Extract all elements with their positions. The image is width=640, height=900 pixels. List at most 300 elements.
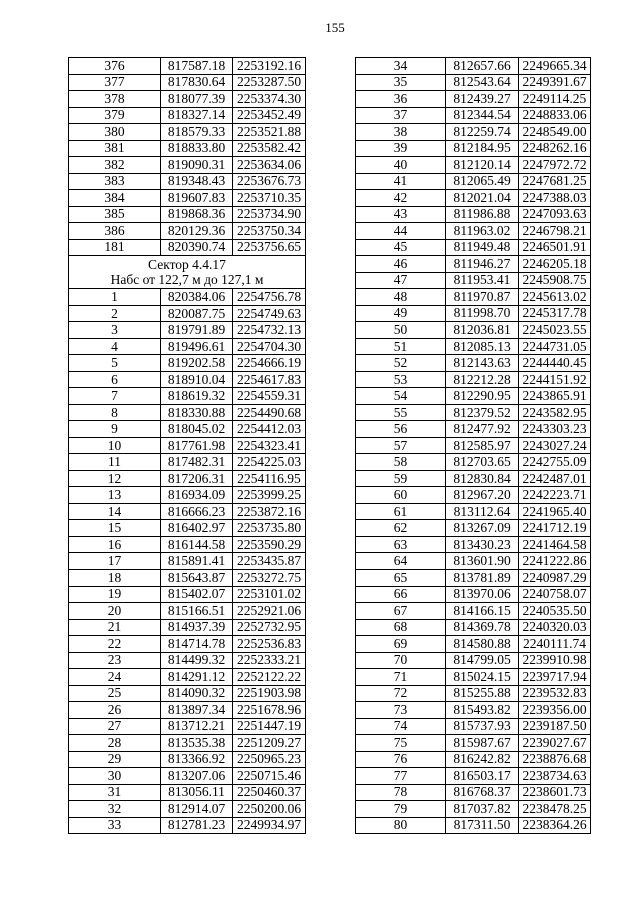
table-row (356, 421, 591, 438)
y-coordinate: 2253634.06 (233, 157, 306, 174)
table-row (69, 801, 306, 818)
section-subtitle: Набс от 122,7 м до 127,1 м (110, 272, 264, 288)
y-coordinate: 2238876.68 (519, 751, 591, 768)
x-coordinate: 812585.97 (446, 437, 519, 454)
table-row (356, 355, 591, 372)
x-coordinate: 819496.61 (161, 338, 233, 355)
x-coordinate: 812543.64 (446, 74, 519, 91)
point-number: 77 (356, 768, 446, 785)
table-row (356, 91, 591, 108)
point-number: 72 (356, 685, 446, 702)
y-coordinate: 2239187.50 (519, 718, 591, 735)
table-row (69, 669, 306, 686)
x-coordinate: 811949.48 (446, 239, 519, 256)
point-number: 12 (69, 470, 161, 487)
y-coordinate: 2253734.90 (233, 206, 306, 223)
x-coordinate: 812703.65 (446, 454, 519, 471)
x-coordinate: 815987.67 (446, 735, 519, 752)
x-coordinate: 815255.88 (446, 685, 519, 702)
x-coordinate: 820087.75 (161, 305, 233, 322)
x-coordinate: 812212.28 (446, 371, 519, 388)
y-coordinate: 2253272.75 (233, 570, 306, 587)
table-row (356, 289, 591, 306)
point-number: 9 (69, 421, 161, 438)
y-coordinate: 2254749.63 (233, 305, 306, 322)
point-number: 5 (69, 355, 161, 372)
x-coordinate: 813535.38 (161, 735, 233, 752)
y-coordinate: 2241222.86 (519, 553, 591, 570)
point-number: 377 (69, 74, 161, 91)
point-number: 37 (356, 107, 446, 124)
table-row (356, 190, 591, 207)
x-coordinate: 815402.07 (161, 586, 233, 603)
table-row (356, 636, 591, 653)
x-coordinate: 817482.31 (161, 454, 233, 471)
x-coordinate: 816144.58 (161, 536, 233, 553)
x-coordinate: 814499.32 (161, 652, 233, 669)
table-row (69, 437, 306, 454)
x-coordinate: 819791.89 (161, 322, 233, 339)
point-number: 69 (356, 636, 446, 653)
table-row (69, 636, 306, 653)
x-coordinate: 812344.54 (446, 107, 519, 124)
point-number: 42 (356, 190, 446, 207)
x-coordinate: 813897.34 (161, 702, 233, 719)
y-coordinate: 2243865.91 (519, 388, 591, 405)
y-coordinate: 2254412.03 (233, 421, 306, 438)
x-coordinate: 816934.09 (161, 487, 233, 504)
table-row (69, 404, 306, 421)
point-number: 38 (356, 124, 446, 141)
table-row (356, 569, 591, 586)
x-coordinate: 819090.31 (161, 157, 233, 174)
y-coordinate: 2254756.78 (233, 289, 306, 306)
y-coordinate: 2239027.67 (519, 735, 591, 752)
x-coordinate: 820384.06 (161, 289, 233, 306)
point-number: 385 (69, 206, 161, 223)
x-coordinate: 812143.63 (446, 355, 519, 372)
x-coordinate: 813366.92 (161, 751, 233, 768)
x-coordinate: 813601.90 (446, 553, 519, 570)
y-coordinate: 2239717.94 (519, 669, 591, 686)
table-row (356, 685, 591, 702)
point-number: 11 (69, 454, 161, 471)
x-coordinate: 818327.14 (161, 107, 233, 124)
x-coordinate: 818330.88 (161, 404, 233, 421)
table-row (69, 718, 306, 735)
point-number: 40 (356, 157, 446, 174)
y-coordinate: 2252536.83 (233, 636, 306, 653)
y-coordinate: 2248262.16 (519, 140, 591, 157)
y-coordinate: 2253192.16 (233, 58, 306, 75)
point-number: 383 (69, 173, 161, 190)
x-coordinate: 818833.80 (161, 140, 233, 157)
table-row (69, 421, 306, 438)
table-row (69, 570, 306, 587)
table-row (69, 702, 306, 719)
y-coordinate: 2240535.50 (519, 603, 591, 620)
table-row (69, 503, 306, 520)
point-number: 39 (356, 140, 446, 157)
x-coordinate: 812184.95 (446, 140, 519, 157)
x-coordinate: 818619.32 (161, 388, 233, 405)
point-number: 10 (69, 437, 161, 454)
x-coordinate: 814580.88 (446, 636, 519, 653)
y-coordinate: 2240320.03 (519, 619, 591, 636)
table-row (69, 157, 306, 174)
point-number: 21 (69, 619, 161, 636)
table-row (356, 751, 591, 768)
point-number: 25 (69, 685, 161, 702)
y-coordinate: 2249391.67 (519, 74, 591, 91)
y-coordinate: 2254732.13 (233, 322, 306, 339)
x-coordinate: 811970.87 (446, 289, 519, 306)
table-row (356, 487, 591, 504)
point-number: 60 (356, 487, 446, 504)
x-coordinate: 817037.82 (446, 801, 519, 818)
table-row (69, 685, 306, 702)
point-number: 4 (69, 338, 161, 355)
x-coordinate: 815891.41 (161, 553, 233, 570)
y-coordinate: 2241965.40 (519, 503, 591, 520)
point-number: 17 (69, 553, 161, 570)
table-row (356, 272, 591, 289)
y-coordinate: 2242755.09 (519, 454, 591, 471)
y-coordinate: 2248833.06 (519, 107, 591, 124)
coordinates-table-left (68, 57, 306, 834)
point-number: 43 (356, 206, 446, 223)
point-number: 65 (356, 569, 446, 586)
y-coordinate: 2240111.74 (519, 636, 591, 653)
y-coordinate: 2247972.72 (519, 157, 591, 174)
table-row (356, 58, 591, 75)
section-header-group (69, 256, 306, 289)
x-coordinate: 816402.97 (161, 520, 233, 537)
y-coordinate: 2250460.37 (233, 784, 306, 801)
point-number: 47 (356, 272, 446, 289)
y-coordinate: 2252122.22 (233, 669, 306, 686)
table-row (69, 751, 306, 768)
x-coordinate: 817206.31 (161, 470, 233, 487)
point-number: 33 (69, 817, 161, 834)
table-row (356, 140, 591, 157)
table-row (356, 371, 591, 388)
point-number: 49 (356, 305, 446, 322)
point-number: 384 (69, 190, 161, 207)
x-coordinate: 813712.21 (161, 718, 233, 735)
table-row (69, 784, 306, 801)
x-coordinate: 814090.32 (161, 685, 233, 702)
y-coordinate: 2249665.34 (519, 58, 591, 75)
x-coordinate: 817587.18 (161, 58, 233, 75)
x-coordinate: 819348.43 (161, 173, 233, 190)
x-coordinate: 817761.98 (161, 437, 233, 454)
table-row (356, 338, 591, 355)
y-coordinate: 2249114.25 (519, 91, 591, 108)
x-coordinate: 811953.41 (446, 272, 519, 289)
point-number: 16 (69, 536, 161, 553)
x-coordinate: 811998.70 (446, 305, 519, 322)
y-coordinate: 2251209.27 (233, 735, 306, 752)
x-coordinate: 816242.82 (446, 751, 519, 768)
y-coordinate: 2244440.45 (519, 355, 591, 372)
y-coordinate: 2246205.18 (519, 256, 591, 273)
y-coordinate: 2250200.06 (233, 801, 306, 818)
x-coordinate: 812379.52 (446, 404, 519, 421)
point-number: 376 (69, 58, 161, 75)
x-coordinate: 812065.49 (446, 173, 519, 190)
point-number: 22 (69, 636, 161, 653)
y-coordinate: 2249934.97 (233, 817, 306, 834)
point-number: 32 (69, 801, 161, 818)
y-coordinate: 2253999.25 (233, 487, 306, 504)
y-coordinate: 2254490.68 (233, 404, 306, 421)
point-number: 76 (356, 751, 446, 768)
y-coordinate: 2251903.98 (233, 685, 306, 702)
point-number: 29 (69, 751, 161, 768)
x-coordinate: 814369.78 (446, 619, 519, 636)
table-row (356, 718, 591, 735)
y-coordinate: 2253872.16 (233, 503, 306, 520)
y-coordinate: 2247093.63 (519, 206, 591, 223)
y-coordinate: 2252333.21 (233, 652, 306, 669)
x-coordinate: 819868.36 (161, 206, 233, 223)
point-number: 46 (356, 256, 446, 273)
table-row (69, 371, 306, 388)
table-row (69, 768, 306, 785)
point-number: 50 (356, 322, 446, 339)
table-row (69, 454, 306, 471)
point-number: 6 (69, 371, 161, 388)
y-coordinate: 2253710.35 (233, 190, 306, 207)
table-row (356, 206, 591, 223)
x-coordinate: 812259.74 (446, 124, 519, 141)
y-coordinate: 2242487.01 (519, 470, 591, 487)
x-coordinate: 812085.13 (446, 338, 519, 355)
point-number: 48 (356, 289, 446, 306)
x-coordinate: 815493.82 (446, 702, 519, 719)
table-row (356, 305, 591, 322)
table-row (69, 107, 306, 124)
y-coordinate: 2245317.78 (519, 305, 591, 322)
y-coordinate: 2251678.96 (233, 702, 306, 719)
point-number: 56 (356, 421, 446, 438)
table-body (356, 58, 591, 834)
point-number: 35 (356, 74, 446, 91)
page-number: 155 (325, 20, 345, 35)
point-number: 59 (356, 470, 446, 487)
y-coordinate: 2253521.88 (233, 124, 306, 141)
y-coordinate: 2238478.25 (519, 801, 591, 818)
x-coordinate: 820390.74 (161, 239, 233, 256)
y-coordinate: 2253452.49 (233, 107, 306, 124)
point-number: 51 (356, 338, 446, 355)
table-row (69, 74, 306, 91)
table-row (356, 107, 591, 124)
point-number: 28 (69, 735, 161, 752)
y-coordinate: 2239910.98 (519, 652, 591, 669)
y-coordinate: 2253735.80 (233, 520, 306, 537)
point-number: 34 (356, 58, 446, 75)
y-coordinate: 2253750.34 (233, 223, 306, 240)
point-number: 67 (356, 603, 446, 620)
table-row (356, 124, 591, 141)
table-row (69, 322, 306, 339)
point-number: 7 (69, 388, 161, 405)
x-coordinate: 812657.66 (446, 58, 519, 75)
y-coordinate: 2243303.23 (519, 421, 591, 438)
point-number: 70 (356, 652, 446, 669)
x-coordinate: 815024.15 (446, 669, 519, 686)
x-coordinate: 817830.64 (161, 74, 233, 91)
table-row (356, 652, 591, 669)
x-coordinate: 811986.88 (446, 206, 519, 223)
x-coordinate: 813112.64 (446, 503, 519, 520)
table-row (356, 454, 591, 471)
table-row (69, 338, 306, 355)
x-coordinate: 812781.23 (161, 817, 233, 834)
x-coordinate: 814799.05 (446, 652, 519, 669)
table-row (356, 503, 591, 520)
table-row (69, 91, 306, 108)
x-coordinate: 815643.87 (161, 570, 233, 587)
table-row (69, 536, 306, 553)
point-number: 75 (356, 735, 446, 752)
point-number: 181 (69, 239, 161, 256)
x-coordinate: 813207.06 (161, 768, 233, 785)
point-number: 3 (69, 322, 161, 339)
table-row (356, 768, 591, 785)
point-number: 27 (69, 718, 161, 735)
table-row (356, 157, 591, 174)
table-row (69, 355, 306, 372)
point-number: 64 (356, 553, 446, 570)
x-coordinate: 812021.04 (446, 190, 519, 207)
table-row (356, 388, 591, 405)
x-coordinate: 812036.81 (446, 322, 519, 339)
y-coordinate: 2254323.41 (233, 437, 306, 454)
y-coordinate: 2243027.24 (519, 437, 591, 454)
section-header-row (69, 256, 306, 289)
x-coordinate: 811963.02 (446, 223, 519, 240)
point-number: 8 (69, 404, 161, 421)
y-coordinate: 2253374.30 (233, 91, 306, 108)
point-number: 1 (69, 289, 161, 306)
table-row (69, 619, 306, 636)
point-number: 20 (69, 603, 161, 620)
x-coordinate: 818579.33 (161, 124, 233, 141)
x-coordinate: 812120.14 (446, 157, 519, 174)
x-coordinate: 816768.37 (446, 784, 519, 801)
x-coordinate: 818910.04 (161, 371, 233, 388)
table-row (69, 124, 306, 141)
y-coordinate: 2240758.07 (519, 586, 591, 603)
y-coordinate: 2241464.58 (519, 536, 591, 553)
table-row (69, 289, 306, 306)
point-number: 55 (356, 404, 446, 421)
y-coordinate: 2242223.71 (519, 487, 591, 504)
x-coordinate: 816503.17 (446, 768, 519, 785)
table-row (69, 140, 306, 157)
y-coordinate: 2252921.06 (233, 603, 306, 620)
x-coordinate: 819607.83 (161, 190, 233, 207)
x-coordinate: 813430.23 (446, 536, 519, 553)
point-number: 386 (69, 223, 161, 240)
x-coordinate: 818045.02 (161, 421, 233, 438)
point-number: 23 (69, 652, 161, 669)
point-number: 382 (69, 157, 161, 174)
x-coordinate: 813056.11 (161, 784, 233, 801)
x-coordinate: 811946.27 (446, 256, 519, 273)
table-row (356, 735, 591, 752)
point-number: 14 (69, 503, 161, 520)
point-number: 68 (356, 619, 446, 636)
point-number: 78 (356, 784, 446, 801)
point-number: 74 (356, 718, 446, 735)
y-coordinate: 2247388.03 (519, 190, 591, 207)
table-row (69, 735, 306, 752)
x-coordinate: 814166.15 (446, 603, 519, 620)
y-coordinate: 2238364.26 (519, 817, 591, 834)
table-row (356, 553, 591, 570)
x-coordinate: 814937.39 (161, 619, 233, 636)
x-coordinate: 815737.93 (446, 718, 519, 735)
y-coordinate: 2245613.02 (519, 289, 591, 306)
x-coordinate: 819202.58 (161, 355, 233, 372)
point-number: 57 (356, 437, 446, 454)
table-row (356, 239, 591, 256)
point-number: 80 (356, 817, 446, 834)
point-number: 62 (356, 520, 446, 537)
x-coordinate: 812290.95 (446, 388, 519, 405)
y-coordinate: 2248549.00 (519, 124, 591, 141)
table-row (356, 470, 591, 487)
y-coordinate: 2246798.21 (519, 223, 591, 240)
y-coordinate: 2253756.65 (233, 239, 306, 256)
point-number: 53 (356, 371, 446, 388)
y-coordinate: 2238601.73 (519, 784, 591, 801)
table-row (356, 603, 591, 620)
y-coordinate: 2253435.87 (233, 553, 306, 570)
point-number: 54 (356, 388, 446, 405)
table-row (69, 190, 306, 207)
table-row (69, 388, 306, 405)
y-coordinate: 2254666.19 (233, 355, 306, 372)
table-row (356, 437, 591, 454)
section-header-cell (69, 256, 306, 289)
point-number: 45 (356, 239, 446, 256)
point-number: 380 (69, 124, 161, 141)
y-coordinate: 2244151.92 (519, 371, 591, 388)
y-coordinate: 2251447.19 (233, 718, 306, 735)
table-row (69, 173, 306, 190)
point-number: 66 (356, 586, 446, 603)
table-row (356, 173, 591, 190)
point-number: 31 (69, 784, 161, 801)
y-coordinate: 2246501.91 (519, 239, 591, 256)
table-row (69, 586, 306, 603)
y-coordinate: 2243582.95 (519, 404, 591, 421)
table-row (69, 487, 306, 504)
point-number: 2 (69, 305, 161, 322)
x-coordinate: 814714.78 (161, 636, 233, 653)
point-number: 44 (356, 223, 446, 240)
table-row (356, 322, 591, 339)
point-number: 71 (356, 669, 446, 686)
table-row (356, 404, 591, 421)
coordinates-table-right (355, 57, 591, 834)
table-body-after-section (69, 289, 306, 834)
